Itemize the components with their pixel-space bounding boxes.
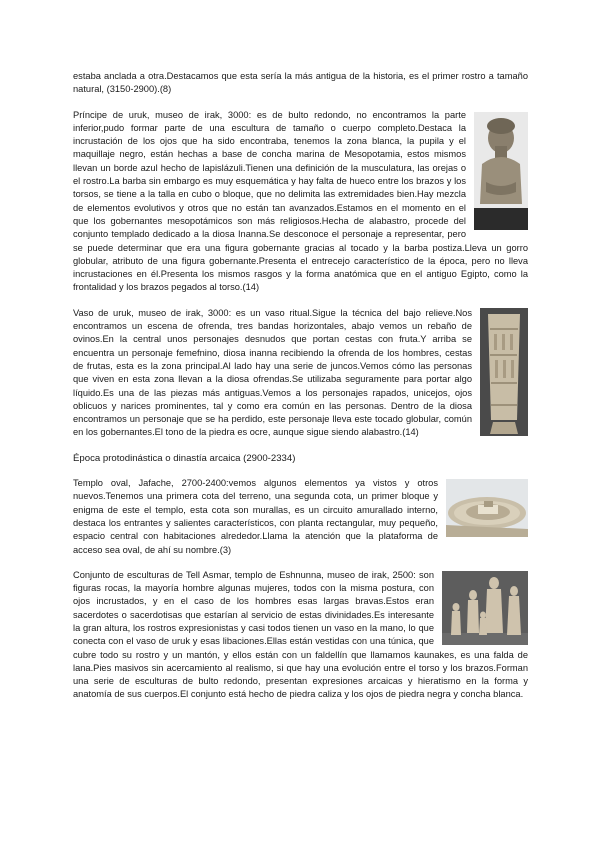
- paragraph-oval-temple: Templo oval, Jafache, 2700-2400:vemos algunos elementos ya vistos y otros nuevos.Tenemos una primera cota del terreno, una segunda cota, un primer bloque y enigma de este el templo, esta cota son murallas, es un circuito amurallado interno, destaca los entrantes y salientes característicos, con planta rectangular, muy pequeño, espacio central con habitaciones alrededor.Llama la atención que la plataforma de acceso sea oval, de ahí su nombre.(3): [73, 478, 438, 555]
- photo-tell-asmar-sculptures: [442, 571, 528, 645]
- paragraph-intro-continuation: estaba anclada a otra.Destacamos que esta sería la más antigua de la historia, es el primer rostro a tamaño natural, (3150-2900).(8): [73, 71, 528, 95]
- photo-prince-of-uruk: [474, 112, 528, 230]
- photo-uruk-vase: [480, 308, 528, 436]
- section-heading: Época protodinástica o dinastía arcaica (2900-2334): [73, 452, 296, 464]
- paragraph-tell-asmar: Conjunto de esculturas de Tell Asmar, templo de Eshnunna, museo de irak, 2500: son figuras rocas, la mayoría hombre algunas mujeres, todos con la misma postura, con ojos incrustados, y en el caso de los hombres esas largas bravas.Estos eran sacerdotes o sacerdotisas que estarían al servicio de estas divinidades.Es interesante la gran altura, los rostros expresionistas y casi todos tienen un vaso en la mano, lo que conecta con el vaso de uruk y esas libaciones.Ellas están vestidas con una túnica, que cubre todo su rostro y un mantón, y ellos están con un faldellín que llamamos kaunakes, es una falda de lana.Pies masivos sin acercamiento al realismo, si que hay una evolución entre el torso y los brazos.Forman una serie de esculturas de bulto redondo, presentan expresiones arcaicas y hieratismo en la forma y anatomía de sus cuerpos.El conjunto está hecho de piedra caliza y los ojos de piedra negra y concha blanca.: [73, 569, 528, 700]
- paragraph-prince-of-uruk: Príncipe de uruk, museo de irak, 3000: es de bulto redondo, no encontramos la parte inferior,pudo formar parte de una escultura de tamaño o cuerpo completo.Destaca la incrustación de los ojos que ha sido encontraba, tenemos la zona blanca, la pupila y el maquillaje negro, están hechas a base de concha marina de Mesopotamia, estos mismos llevan un borde azul hecho de lapislázuli.Tienen una definición de la musculatura, las orejas o el rostro.La barba sin embargo es muy esquemática y hay falta de hueco entre los brazos y los torsos, se tiene a la talla en cubo o bloque, que no delimita las extremidades bien.Hay mezcla de elementos evolutivos y otros que no están tan avanzados.Estamos en el momento en el que los gobernantes mesopotámicos son más religiosos.Hecha de alabastro, procede del conjunto templado dedicado a la diosa Inanna.Se desconoce el personaje a representar, pero se puede determinar que era una figura gobernante gracias al tocado y la barba postiza.Lleva un gorro globular, atributo de una figura gobernante.Presenta el entrecejo característico de la época, pero no lleva incrustaciones en él.Presenta los mismos rasgos y la forma anatómica que en el antiguo Egipto, como la frontalidad y los brazos pegados al torso.(14): [73, 109, 528, 293]
- document-page: [73, 70, 528, 714]
- illustration-oval-temple: [446, 479, 528, 537]
- paragraph-uruk-vase: Vaso de uruk, museo de irak, 3000: es un vaso ritual.Sigue la técnica del bajo relieve.Nos encontramos un escena de ofrenda, tres bandas horizontales, abajo vemos un rebaño de ovinos.En la central unos personajes desnudos que portan cestas con fruta.Y arriba se encuentra un personaje femefnino, diosa inanna recibiendo la ofrenda de los hombres, cestas de frutas, esta es la zona principal.Al lado hay una serie de juncos.Vemos cómo las personas que viven en esta zona llevan a la diosa ofrendas.Se utilizaba seguramente para portar algo líquido.Es una de las piezas más antiguas.Vemos a los personajes rapados, unicejos, ojos oblicuos y narices prominentes, tal y como era común en las personas. Dentro de la diosa encontramos un personaje que se ha perdido, este personaje lleva este tocado globular, común en los gobernantes.El tono de la piedra es ocre, aunque sigue siendo alabastro.(14): [73, 307, 472, 438]
